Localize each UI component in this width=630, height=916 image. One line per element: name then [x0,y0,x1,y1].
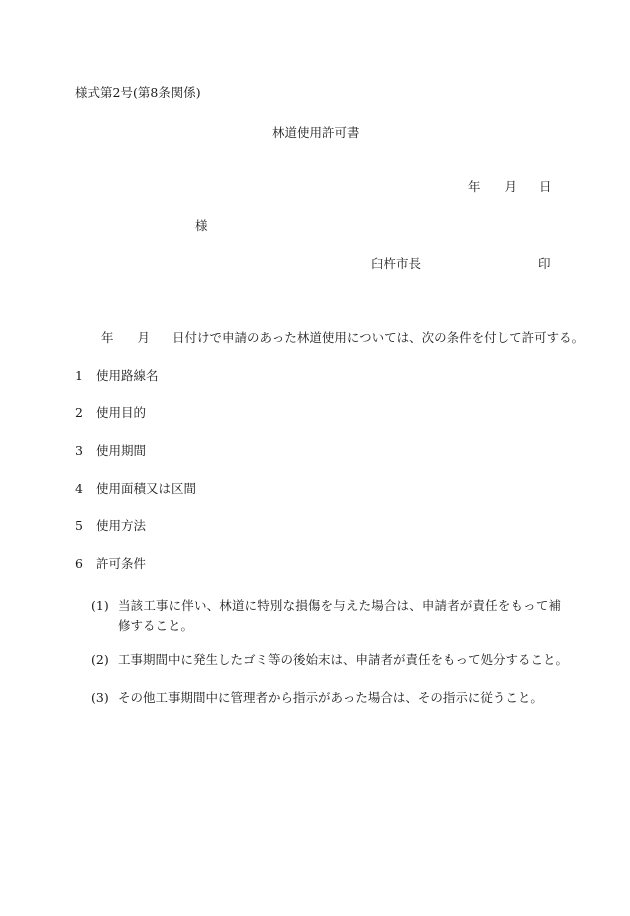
condition-text: 当該工事に伴い、林道に特別な損傷を与えた場合は、申請者が責任をもって補修すること。 [118,598,561,633]
document-title: 林道使用許可書 [272,125,360,140]
statement-year-label: 年 [101,330,114,345]
condition-number: (1) [91,598,109,613]
form-number: 様式第2号(第8条関係) [75,85,201,100]
condition-number: (3) [91,690,109,705]
item-number: 4 [75,481,83,496]
issuer-seal: 印 [538,256,551,271]
date-year-label: 年 [468,179,481,194]
condition-number: (2) [91,652,109,667]
condition-item [91,688,561,708]
date-day-label: 日 [539,179,552,194]
item-label: 使用方法 [95,518,146,533]
item-number: 6 [75,556,83,571]
date-month-label: 月 [504,179,518,194]
item-row [75,481,196,497]
item-number: 1 [75,368,83,383]
item-row [75,518,146,534]
condition-text: 工事期間中に発生したゴミ等の後始末は、申請者が責任をもって処分すること。 [118,652,569,667]
statement-month-label: 月 [137,330,151,345]
condition-item [91,650,569,670]
item-label: 使用面積又は区間 [95,481,196,496]
issuer-name: 臼杵市長 [371,256,422,271]
condition-item [91,596,561,636]
item-label: 使用路線名 [95,368,159,383]
addressee-suffix: 様 [195,218,208,233]
item-number: 2 [75,405,83,420]
permit-statement [101,330,584,346]
statement-body: 日付けで申請のあった林道使用については、次の条件を付して許可する。 [172,330,585,345]
item-number: 3 [75,443,83,458]
item-row [75,368,158,384]
item-row [75,405,146,421]
item-row [75,443,146,459]
item-label: 使用期間 [95,443,146,458]
item-label: 許可条件 [95,556,146,571]
condition-text: その他工事期間中に管理者から指示があった場合は、その指示に従うこと。 [118,690,543,705]
item-label: 使用目的 [95,405,146,420]
item-number: 5 [75,518,83,533]
item-row [75,556,146,572]
date-line [468,179,552,195]
